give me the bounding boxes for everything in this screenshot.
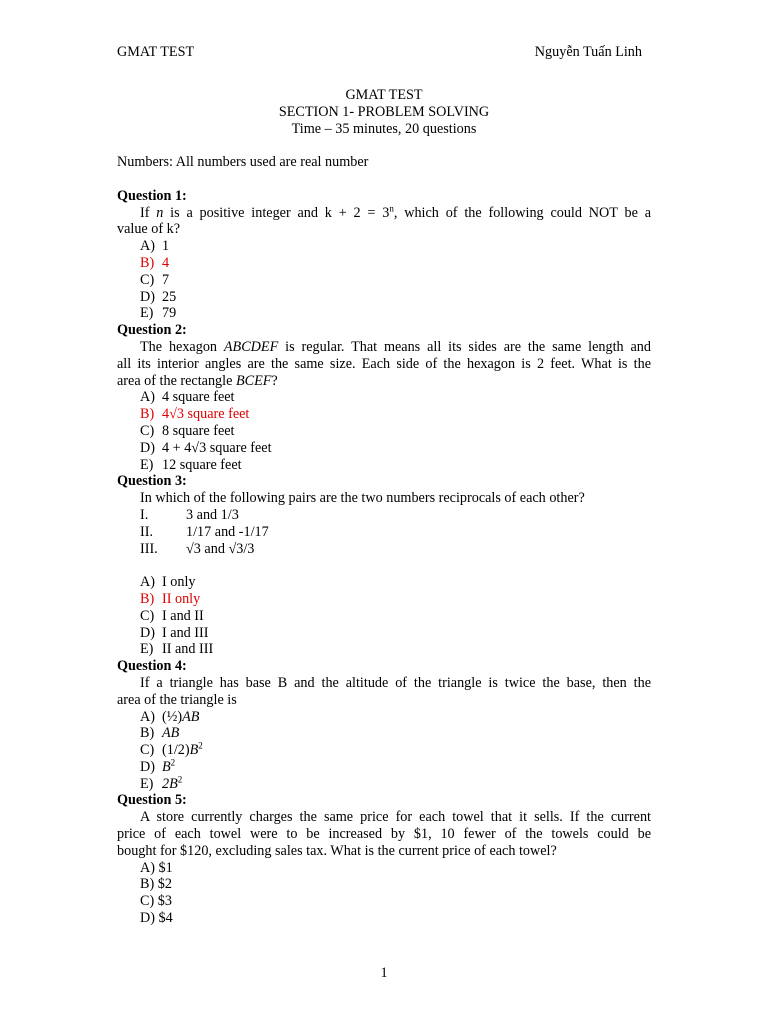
q1-option-b-answer[interactable]: B) 4: [140, 254, 170, 271]
q5-option-c[interactable]: C) $3: [140, 893, 172, 910]
section-title: SECTION 1- PROBLEM SOLVING: [278, 104, 490, 120]
question-5-stem-cont: price of each towel were to be increased by $1, 10 fewer of the towels could be: [117, 826, 651, 843]
question-5-title: Question 5:: [117, 792, 187, 809]
question-4-stem-cont: area of the triangle is: [117, 691, 237, 708]
question-2-stem: The hexagon ABCDEF is regular. That means all its sides are the same length and: [140, 338, 651, 355]
question-3-title: Question 3:: [117, 473, 187, 490]
header-right: Nguyễn Tuấn Linh: [534, 44, 642, 60]
question-5-stem: A store currently charges the same price for each towel that it sells. If the current: [140, 809, 651, 826]
q3-option-a[interactable]: A) I only: [140, 574, 196, 591]
question-2-title: Question 2:: [117, 322, 187, 339]
q3-option-b-answer[interactable]: B) II only: [140, 590, 201, 607]
time-info: Time – 35 minutes, 20 questions: [291, 121, 477, 137]
question-5-stem-end: bought for $120, excluding sales tax. What is the current price of each towel?: [117, 842, 557, 859]
q1-option-d[interactable]: D) 25: [140, 288, 177, 305]
q1-option-a[interactable]: A) 1: [140, 238, 170, 255]
header-left: GMAT TEST: [117, 44, 195, 60]
q3-item-2: II. 1/17 and -1/17: [140, 523, 269, 540]
q5-option-b[interactable]: B) $2: [140, 876, 172, 893]
q4-option-c[interactable]: C) $(1/2)B^2$: [140, 740, 203, 759]
page-number: 1: [380, 965, 388, 981]
q5-option-a[interactable]: A) $1: [140, 859, 173, 876]
question-3-stem: In which of the following pairs are the two numbers reciprocals of each other?: [140, 490, 585, 507]
q1-option-e[interactable]: E) 79: [140, 305, 177, 322]
q3-option-e[interactable]: E) II and III: [140, 641, 214, 658]
questions: [117, 154, 651, 927]
q2-option-c[interactable]: C) 8 square feet: [140, 422, 235, 439]
q4-option-a[interactable]: A) (½)AB: [140, 708, 200, 725]
question-1-title: Question 1:: [117, 187, 187, 204]
q4-option-d[interactable]: D) $B^2$: [140, 757, 176, 775]
question-2-stem-cont: all its interior angles are the same size. Each side of the hexagon is 2 feet. What is the: [117, 355, 651, 372]
question-1-stem: If n is a positive integer and $k + 2 = 3^n$, which of the following could NOT be a: [140, 202, 652, 221]
q3-item-1: I. 3 and 1/3: [140, 506, 239, 523]
q2-option-a[interactable]: A) 4 square feet: [140, 389, 235, 406]
question-1-stem-cont: value of k?: [117, 221, 181, 238]
q2-option-e[interactable]: E) 12 square feet: [140, 456, 242, 473]
q3-option-d[interactable]: D) I and III: [140, 624, 209, 641]
q5-option-d[interactable]: D) $4: [140, 910, 173, 927]
q1-option-c[interactable]: C) 7: [140, 271, 170, 288]
q3-option-c[interactable]: C) I and II: [140, 607, 204, 624]
q3-item-3: III. √3 and √3/3: [140, 540, 255, 557]
intro: Numbers: All numbers used are real number: [117, 154, 369, 170]
question-4-title: Question 4:: [117, 658, 187, 675]
q4-option-b[interactable]: B) AB: [140, 725, 180, 742]
q2-option-d[interactable]: D) 4 + 4√3 square feet: [140, 439, 272, 456]
question-2-stem-end: area of the rectangle BCEF?: [117, 372, 278, 389]
q2-option-b-answer[interactable]: B) 4√3 square feet: [140, 406, 250, 423]
q4-option-e[interactable]: E) $2B^2$: [140, 773, 183, 792]
question-4-stem: If a triangle has base B and the altitude of the triangle is twice the base, then the: [140, 674, 651, 691]
title: GMAT TEST: [345, 87, 423, 103]
